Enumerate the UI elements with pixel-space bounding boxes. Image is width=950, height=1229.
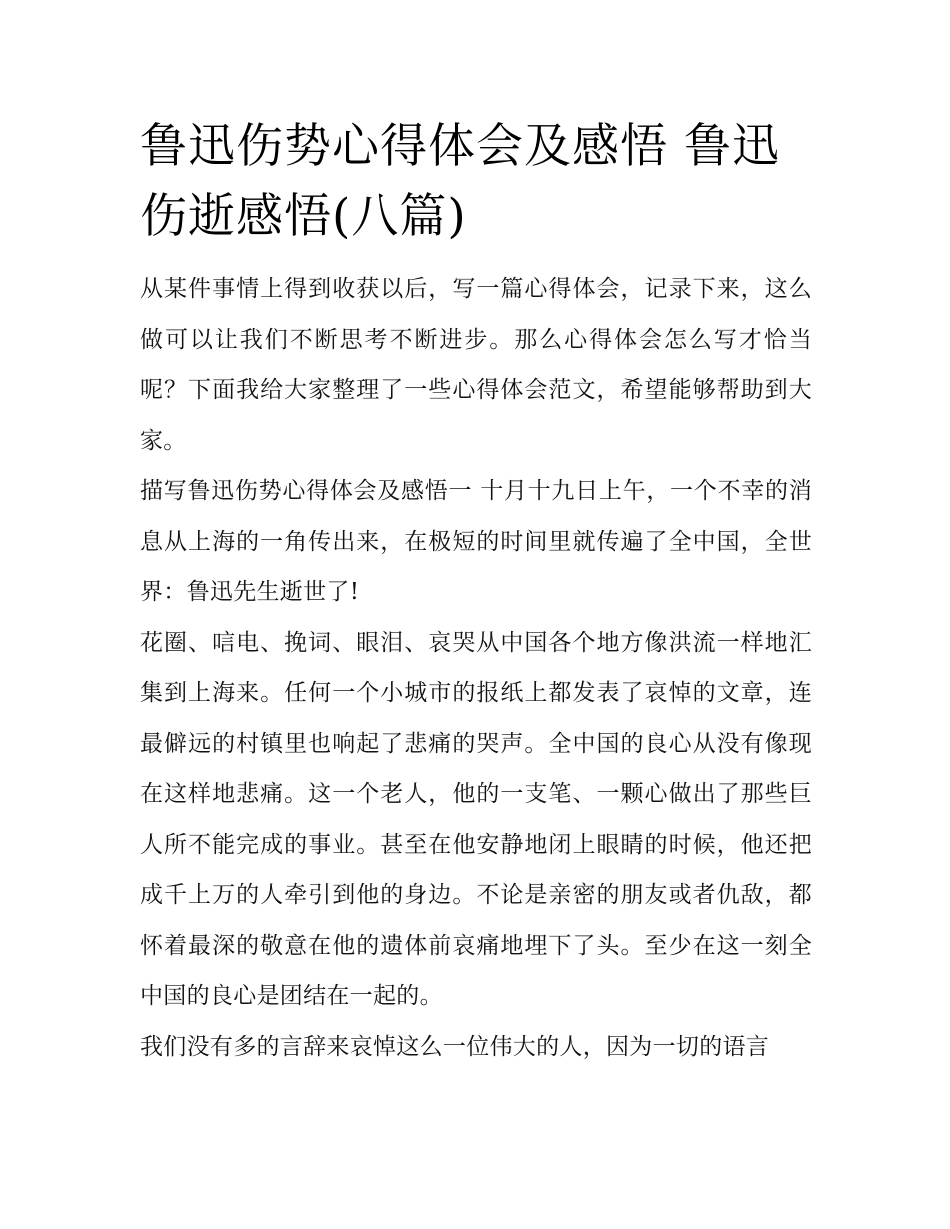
- document-title: 鲁迅伤势心得体会及感悟 鲁迅伤逝感悟(八篇): [140, 119, 780, 244]
- paragraph-intro: 从某件事情上得到收获以后，写一篇心得体会，记录下来，这么做可以让我们不断思考不断进步。那么心得体会怎么写才恰当呢？下面我给大家整理了一些心得体会范文，希望能够帮助到大家。: [140, 276, 812, 454]
- document-page: [140, 112, 812, 1072]
- paragraph-news: 描写鲁迅伤势心得体会及感悟一 十月十九日上午，一个不幸的消息从上海的一角传出来，在极短的时间里就传遍了全中国，全世界：鲁迅先生逝世了!: [140, 478, 812, 605]
- paragraph-closing: 我们没有多的言辞来哀悼这么一位伟大的人，因为一切的语言: [140, 1033, 770, 1060]
- paragraph-mourning: 花圈、唁电、挽词、眼泪、哀哭从中国各个地方像洪流一样地汇集到上海来。任何一个小城市的报纸上都发表了哀悼的文章，连最僻远的村镇里也响起了悲痛的哭声。全中国的良心从没有像现在这样地悲痛。这一个老人，他的一支笔、一颗心做出了那些巨人所不能完成的事业。甚至在他安静地闭上眼睛的时候，他还把成千上万的人牵引到他的身边。不论是亲密的朋友或者仇敌，都怀着最深的敬意在他的遗体前哀痛地埋下了头。至少在这一刻全中国的良心是团结在一起的。: [140, 629, 812, 1009]
